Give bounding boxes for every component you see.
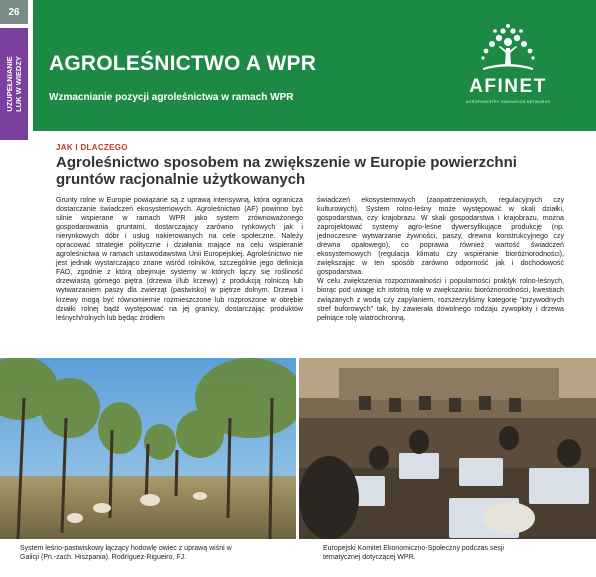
article-column-2 (317, 196, 564, 323)
side-tab-label (5, 56, 23, 112)
banner-subtitle: Wzmacnianie pozycji agroleśnictwa w ramach WPR (49, 92, 294, 103)
section-tag: JAK I DLACZEGO (56, 143, 128, 152)
committee-session-photo (299, 358, 596, 539)
afinet-logo (453, 22, 563, 112)
page-number: 26 (0, 0, 28, 24)
logo-tagline: AGROFORESTRY INNOVATION NETWORKS (465, 100, 551, 104)
side-tab-line-2: LUK W WIEDZY (14, 56, 23, 112)
article-column-1 (56, 196, 303, 323)
left-photo-caption: System leśno-pastwiskowy łączący hodowlę owiec z uprawą wiśni w Galicji (Pn.-zach. Hiszpania). Rodríguez-Rigueiro, FJ. (20, 545, 232, 561)
article-headline: Agroleśnictwo sposobem na zwiększenie w Europie powierzchni gruntów racjonalnie użytkowanych (56, 154, 517, 188)
tree-logo-icon (453, 22, 563, 78)
column-2-paragraph-2: W celu zwiększenia rozpoznawalności i popularności praktyk rolno-leśnych, biorąc pod uwagę ich istotną rolę w zwiększaniu bioróżnorodności, kwestiach związanych z wodą czy zapylaniem, rozszerzyliśmy kategorię "przywodnych stref buforowych" tak, by zawierała dowolnego rodzaju zywopłoty i drzewa pełniące rolę wiatrochronną. (317, 277, 564, 322)
logo-wordmark: AFINET (469, 76, 547, 97)
column-1-text: Grunty rolne w Europie powiązane są z uprawą intensywną, która ogranicza dostarczanie świadczeń ekosystemowych. Agroleśnictwo (AF) powinno być silnie wspierane w ramach WPR jako system zrównoważonego gospodarowania gruntami, dostarczający zarówno rynkowych jak i nierynkowych dóbr i usług nakierowanych na cele społeczne. Należy opracować strategie polityczne i działania mające na celu wspieranie agroleśnictwa w ramach ustawodawstwa Unii Europejskiej. Agroleśnictwo nie jest jednak wystarczająco znane wśród rolników, szczególnie jego definicja FAO, zgodnie z którą obejmuje systemy w których łączy się rośliność drzewiastą górnego piętra (drzewa i/lub krzewy) z produkcją rolniczą lub wytwarzaniem paszy dla zwierząt (pastwisko) w piętrze dolnym. Drzewa i krzewy mogą być równomiernie rozmieszczone lub rozproszone w obrębie działki rolnej bądź występować na jej granicy, dostarczając produktów leśnych/rolnych lub będąc źródłem (56, 196, 303, 322)
section-side-tab (0, 28, 28, 140)
orchard-sheep-photo (0, 358, 296, 539)
header-banner (33, 0, 596, 131)
column-2-paragraph-1: świadczeń ekosystemowych (zaopatrzeniowych, regulacyjnych czy kulturowych). System rolno-leśny może występować w skali działki, gospodarstwa, czy krajobrazu. W skali gospodarstwa i krajobrazu, można zaprojektować systemy agro-leśne dywersyfikujące produkcję (np. jednoczesne wytwarzanie żywności, paszy, drewna konstrukcyjnego czy drewna opałowego), co poprawia również wartość świadczeń ekosystemowych (regulacja klimatu czy wspieranie bioróżnorodności), zwiększając w ten sposób zarówno odporność jak i dochodowość gospodarstwa. (317, 196, 564, 277)
right-photo-caption: Europejski Komitet Ekonomiczno-Społeczny podczas sesji tematycznej dotyczącej WPR. (323, 545, 504, 561)
side-tab-line-1: UZUPEŁNIANIE (5, 56, 14, 112)
banner-title: AGROLEŚNICTWO A WPR (49, 52, 317, 75)
